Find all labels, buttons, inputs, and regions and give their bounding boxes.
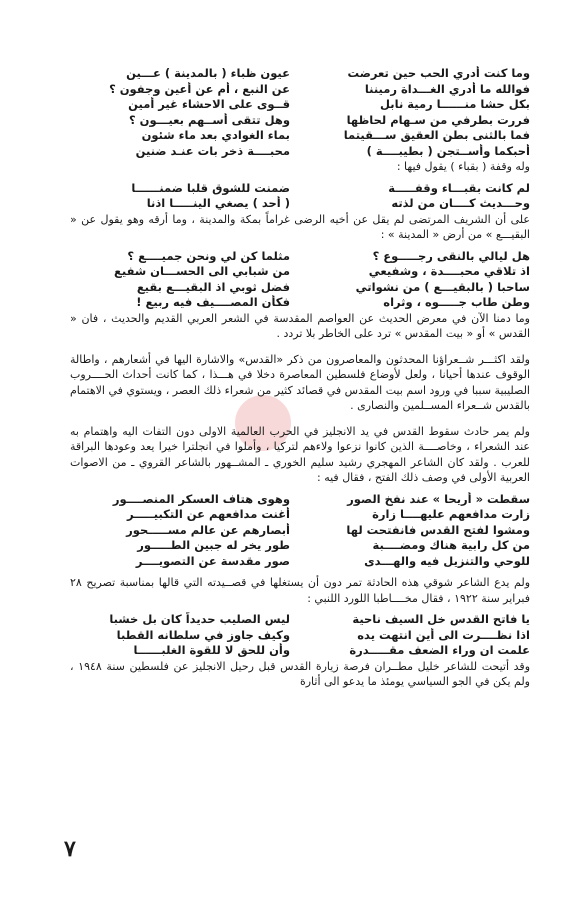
verse-second-hemistich: أغنت مدافعهم عن التكبيـــــر — [126, 507, 290, 521]
poem-qarawi — [70, 492, 530, 570]
verse-line — [70, 249, 530, 265]
verse-line — [70, 523, 530, 539]
verse-line — [70, 196, 530, 212]
verse-line — [70, 97, 530, 113]
verse-second-hemistich: من شبابي الى الحســـان شفيع — [114, 264, 290, 278]
verse-second-hemistich: عن النبع ، أم عن أعين وجفون ؟ — [109, 81, 290, 96]
verse-first-hemistich: يا فاتح القدس خل السيف ناحية — [352, 612, 530, 626]
paragraph-holy-capitals: وما دمنا الآن في معرض الحديث عن العواصم المقدسة في الشعر العربي القديم والحديث ، فان « القدس » أو « بيت المقدس » ترد على الخاطر بلا تردد . — [70, 311, 530, 340]
verse-first-hemistich: فررت بطرفي من سـهام لحاظها — [346, 112, 530, 127]
verse-first-hemistich: من كل رابية هناك ومضــــبة — [372, 538, 530, 552]
verse-first-hemistich: لم كانت بقبـــاء وقفـــــة — [388, 180, 530, 195]
verse-second-hemistich: بماء الغوادي بعد ماء شئون — [141, 128, 290, 142]
verse-first-hemistich: ساحبا ( بالبقيـــع ) من نشواتي — [355, 279, 530, 294]
verse-line — [70, 264, 530, 280]
verse-line — [70, 295, 530, 311]
verse-first-hemistich: زارت مدافعهم عليهــــا زارة — [372, 507, 530, 521]
verse-line — [70, 82, 530, 98]
verse-second-hemistich: صور مقدسة عن التصويــــر — [135, 553, 290, 568]
verse-line — [70, 538, 530, 554]
verse-line — [70, 113, 530, 129]
verse-second-hemistich: وكيف جاوز في سلطانه القطبا — [116, 627, 290, 642]
verse-line — [70, 612, 530, 628]
verse-second-hemistich: عيون ظباء ( بالمدينة ) عـــين — [126, 66, 290, 80]
verse-first-hemistich: فوالله ما أدري الغـــداة رميننا — [364, 81, 530, 96]
paragraph-mutran: وقد أتيحت للشاعر خليل مطــران فرصة زيارة القدس قبل رحيل الانجليز عن فلسطين سنة ١٩٤٨ ، ولم يكن في الجو السياسي يومئذ ما يدعو الى أثارة — [70, 659, 531, 688]
verse-second-hemistich: وهوى هتاف العسكر المنصــــور — [112, 491, 290, 506]
intro-quba: وله وقفة ( بقباء ) يقول فيها : — [396, 160, 530, 173]
verse-first-hemistich: هل ليالي بالنقى رجـــــوع ؟ — [372, 248, 530, 263]
verse-line — [70, 66, 530, 82]
verse-line — [70, 554, 530, 570]
verse-first-hemistich: وطن طاب جـــــوه ، وثراه — [383, 295, 530, 309]
poem-baqi — [70, 249, 530, 311]
verse-line — [70, 628, 530, 644]
verse-second-hemistich: فضل ثوبي اذ البقيـــع بقيع — [136, 279, 290, 294]
verse-second-hemistich: ( أحد ) يصغي الينـــــا اذنا — [146, 196, 290, 210]
paragraph-shawqi: ولم يدع الشاعر شوقي هذه الحادثة تمر دون أن يستغلها في قصــيدته التي قالها بمناسبة تصريح ٢٨ فبراير سنة ١٩٢٢ ، فقال مخــــاطبا اللورد اللنبي : — [70, 576, 530, 605]
verse-line — [70, 181, 530, 197]
verse-line — [70, 280, 530, 296]
verse-line — [70, 507, 530, 523]
book-page — [70, 66, 530, 690]
verse-second-hemistich: محبــــة ذخر بات عنـد ضنين — [135, 143, 290, 158]
verse-first-hemistich: اذ تلاقي محبــــدة ، وشفيعي — [368, 264, 530, 278]
verse-second-hemistich: أبصارهم عن عالم مســـــحور — [126, 522, 290, 537]
verse-second-hemistich: مثلما كن لي ونحن جميــــع ؟ — [127, 248, 290, 263]
verse-second-hemistich: قــوى على الاحشاء غير أمين — [128, 97, 290, 111]
verse-first-hemistich: أحبكما وأســتجن ( بطيبــــة ) — [366, 143, 530, 158]
verse-second-hemistich: وأن للحق لا للقوة الغلبــــــا — [133, 643, 290, 657]
verse-second-hemistich: ضمنت للشوق قلبا ضمنــــــا — [131, 180, 290, 195]
verse-first-hemistich: وما كنت أدري الحب حين تعرضت — [347, 66, 530, 80]
paragraph-murtada: على أن الشريف المرتضى لم يقل عن أخيه الرضى غراماً بمكة والمدينة ، وما أرقه وهو يقول عن « البقيـــع » من أرض « المدينة » : — [70, 212, 530, 241]
verse-first-hemistich: بكل حشا منــــــا رمية نابل — [380, 97, 530, 111]
verse-first-hemistich: اذا نظــــرت الى أين انتهت يده — [357, 627, 530, 642]
verse-second-hemistich: وهل تتقى أســهم بعيـــون ؟ — [128, 112, 290, 127]
verse-first-hemistich: وحـــديث كــــان من لذته — [391, 196, 530, 210]
verse-second-hemistich: ليس الصليب حديداً كان بل خشبا — [109, 612, 290, 626]
verse-second-hemistich: طور يخر له جبين الطـــــور — [137, 538, 290, 552]
verse-first-hemistich: للوحي والتنزيل فيه والهـــدى — [364, 553, 530, 568]
verse-line — [70, 144, 530, 160]
verse-first-hemistich: ومشوا لفتح القدس فانفتحت لها — [346, 522, 530, 537]
paragraph-fall-of-jerusalem: ولم يمر حادث سقوط القدس في يد الانجليز في الحرب العالمية الاولى دون التفات اليه واهتمام به عند الشعراء ، وخاصــــة الذين كانوا نزعوا ولاءهم لتركيا ، وأملوا في انجلترا خيرا يعد وعودها البراقة للعرب . ولقد كان الشاعر المهجري رشيد سليم الخوري ـ المشــهور بالشاعر القروي ـ من الاصوات العربية الأولى في وصف ذلك الفتح ، فقال فيه : — [70, 424, 530, 484]
poem-quba — [70, 181, 530, 212]
verse-first-hemistich: سقطت « أريحا » عند نفخ الصور — [347, 491, 530, 506]
page-number: ٧ — [64, 836, 76, 862]
verse-line — [70, 643, 530, 659]
verse-second-hemistich: فكأن المصــــيف فيه ربيع ! — [136, 295, 290, 309]
poem-medina — [70, 66, 530, 159]
verse-line — [70, 128, 530, 144]
verse-line — [70, 492, 530, 508]
verse-first-hemistich: فما بالثنى بطن العقيق ســـقيتما — [343, 128, 530, 142]
poem-shawqi — [70, 612, 530, 659]
verse-first-hemistich: علمت ان وراء الضعف مقـــــدرة — [349, 643, 530, 657]
paragraph-jerusalem-poets: ولقد اكثـــر شــعراؤنا المحدثون والمعاصرون من ذكر «القدس» والاشارة اليها في أشعارهم ، واطالة الوقوف عندها أحيانا ، ولعل لأوضاع فلسطين المعاصرة دخلا في هـــذا ، كما كانت أحداث الحــــروب الصليبية سببا في ورود اسم بيت المقدس في قصائد كثير من شعراء ذلك العصر ، ويستوي في الاهتمام بالقدس شــعراء المســلمين والنصارى . — [70, 352, 530, 412]
